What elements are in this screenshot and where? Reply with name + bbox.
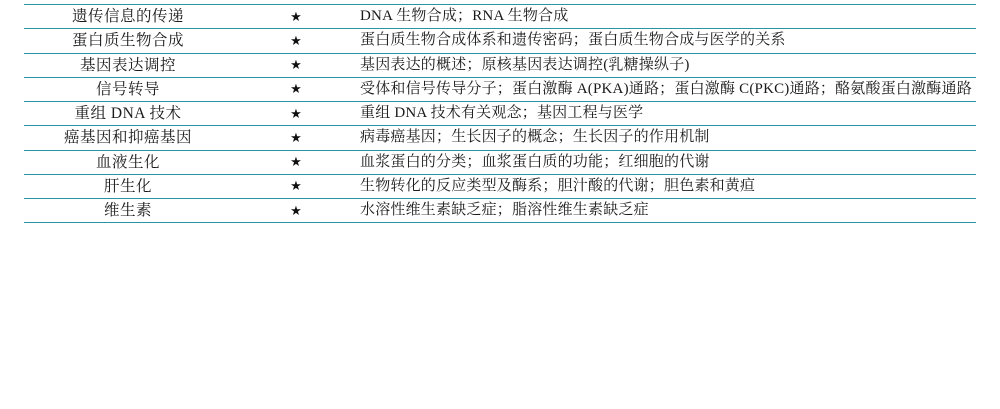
row-importance-stars [232,150,360,174]
star-icon: ★ [290,155,302,171]
row-importance-stars [232,53,360,77]
row-topic: 基因表达调控 [79,56,176,74]
table-row [24,199,976,223]
table-row [24,29,976,53]
table-row [24,150,976,174]
table-row [24,5,976,29]
row-topic: 重组 DNA 技术 [74,105,182,122]
table-row [24,126,976,150]
star-icon: ★ [290,33,302,49]
row-content: 蛋白质生物合成体系和遗传密码；蛋白质生物合成与医学的关系 [360,32,786,49]
star-icon: ★ [290,82,302,98]
star-icon: ★ [290,203,302,219]
row-topic: 肝生化 [103,177,152,195]
row-importance-stars [232,126,360,150]
star-icon: ★ [290,179,302,195]
row-content: 基因表达的概述；原核基因表达调控(乳糖操纵子) [360,56,690,73]
row-importance-stars [232,77,360,101]
star-icon: ★ [290,9,302,25]
row-topic: 信号转导 [95,80,160,98]
syllabus-table-body [24,5,976,223]
row-topic: 蛋白质生物合成 [71,32,184,50]
row-content: 病毒癌基因；生长因子的概念；生长因子的作用机制 [360,129,710,146]
row-topic: 血液生化 [95,153,160,171]
star-icon: ★ [290,58,302,74]
star-icon: ★ [290,130,302,146]
row-content: 血浆蛋白的分类；血浆蛋白质的功能；红细胞的代谢 [360,153,710,170]
row-importance-stars [232,5,360,29]
syllabus-table-container [0,4,1000,223]
row-topic: 维生素 [103,202,152,219]
row-importance-stars [232,102,360,126]
row-topic: 癌基因和抑癌基因 [63,129,192,147]
table-row [24,102,976,126]
table-row [24,53,976,77]
row-content: 生物转化的反应类型及酶系；胆汁酸的代谢；胆色素和黄疸 [360,177,756,194]
star-icon: ★ [290,106,302,122]
row-content: 受体和信号传导分子；蛋白激酶 A(PKA)通路；蛋白激酶 C(PKC)通路；酪氨酸蛋白激酶通路 [360,80,972,97]
row-importance-stars [232,199,360,223]
row-importance-stars [232,174,360,198]
row-content: DNA 生物合成；RNA 生物合成 [360,8,569,24]
table-row [24,77,976,101]
syllabus-table [24,4,976,223]
row-topic: 遗传信息的传递 [71,8,184,25]
row-importance-stars [232,29,360,53]
table-row [24,174,976,198]
row-content: 水溶性维生素缺乏症；脂溶性维生素缺乏症 [360,202,649,218]
row-content: 重组 DNA 技术有关观念；基因工程与医学 [360,105,644,121]
